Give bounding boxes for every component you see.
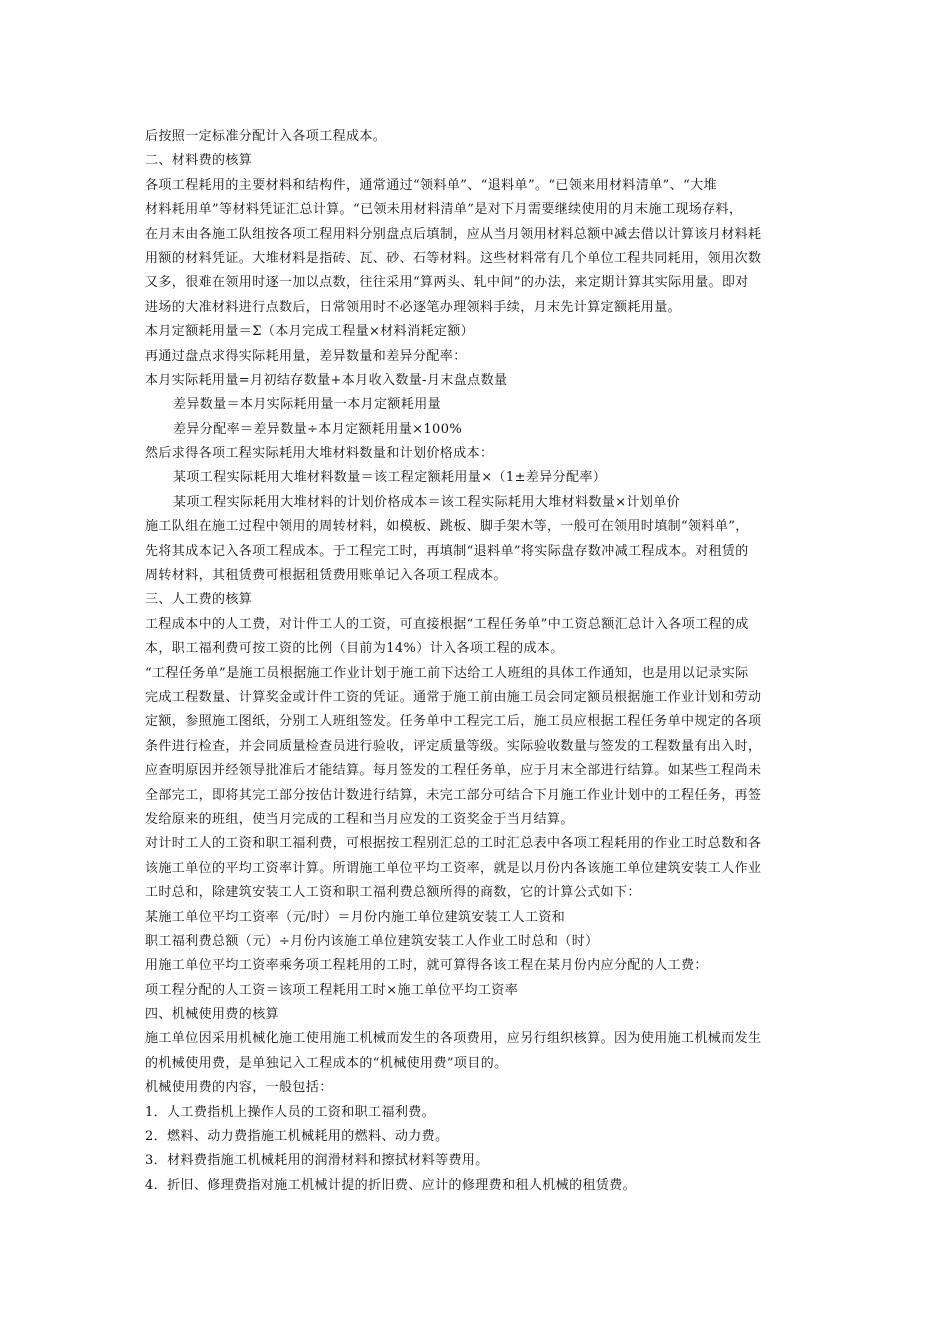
paragraph-line: 对计时工人的工资和职工福利费，可根据按工程别汇总的工时汇总表中各项工程耗用的作业工时总数和各 (145, 836, 762, 852)
formula-line: 差异数量＝本月实际耗用量一本月定额耗用量 (173, 397, 442, 413)
paragraph-line: 应查明原因并经领导批准后才能结算。每月签发的工程任务单，应于月末全部进行结算。如某些工程尚未 (145, 763, 762, 779)
section-heading-labor: 三、人工费的核算 (145, 592, 253, 608)
formula-line: 某施工单位平均工资率（元/时）＝月份内施工单位建筑安装工人工资和 (145, 909, 566, 925)
list-item: 3．材料费指施工机械耗用的润滑材料和擦拭材料等费用。 (145, 1153, 489, 1169)
formula-line: 职工福利费总额（元）÷月份内该施工单位建筑安装工人作业工时总和（时） (145, 933, 599, 949)
paragraph-line: 用施工单位平均工资率乘务项工程耗用的工时，就可算得各该工程在某月份内应分配的人工费： (145, 958, 708, 974)
paragraph-line: 然后求得各项工程实际耗用大堆材料数量和计划价格成本： (145, 446, 494, 462)
paragraph-line: 在月末由各施工队组按各项工程用料分别盘点后填制，应从当月领用材料总额中减去借以计算该月材料耗 (145, 226, 762, 242)
paragraph-line: 先将其成本记入各项工程成本。于工程完工时，再填制“退料单”将实际盘存数冲减工程成本。对租赁的 (145, 543, 749, 559)
document-body (145, 125, 810, 1198)
paragraph-line: 全部完工，即将其完工部分按估计数进行结算，未完工部分可结合下月施工作业计划中的工程任务，再签 (145, 787, 762, 803)
list-item: 4．折旧、修理费指对施工机械计提的折旧费、应计的修理费和租人机械的租赁费。 (145, 1177, 637, 1193)
paragraph-line: 的机械使用费，是单独记入工程成本的“机械使用费”项目的。 (145, 1055, 508, 1071)
paragraph-line: 工程成本中的人工费，对计件工人的工资，可直接根据“工程任务单”中工资总额汇总计入各项工程的成 (145, 616, 749, 632)
paragraph-line: 条件进行检查，并会同质量检查员进行验收，评定质量等级。实际验收数量与签发的工程数量有出入时， (145, 738, 762, 754)
formula-line: 项工程分配的人工资＝该项工程耗用工时×施工单位平均工资率 (145, 982, 519, 998)
paragraph-line: 工时总和，除建筑安装工人工资和职工福利费总额所得的商数，它的计算公式如下： (145, 885, 641, 901)
list-item: 1．人工费指机上操作人员的工资和职工福利费。 (145, 1104, 436, 1120)
paragraph-line: 用额的材料凭证。大堆材料是指砖、瓦、砂、石等材料。这些材料常有几个单位工程共同耗用，领用次数 (145, 250, 762, 266)
section-heading-machinery: 四、机械使用费的核算 (145, 1007, 280, 1023)
list-item: 2．燃料、动力费指施工机械耗用的燃料、动力费。 (145, 1129, 449, 1145)
paragraph-line: 该施工单位的平均工资率计算。所谓施工单位平均工资率，就是以月份内各该施工单位建筑安装工人作业 (145, 860, 762, 876)
paragraph-line: 机械使用费的内容，一般包括： (145, 1080, 333, 1096)
paragraph-line: 进场的大准材料进行点数后，日常领用时不必逐笔办理领料手续，月末先计算定额耗用量。 (145, 299, 682, 315)
formula-line: 某项工程实际耗用大堆材料数量＝该工程定额耗用量×（1±差异分配率） (173, 470, 607, 486)
formula-line: 差异分配率＝差异数量÷本月定额耗用量×100% (173, 421, 463, 437)
paragraph-line: 施工队组在施工过程中领用的周转材料，如模板、跳板、脚手架木等，一般可在领用时填制“领料单”， (145, 519, 749, 535)
paragraph-line: 周转材料，其租赁费可根据租赁费用账单记入各项工程成本。 (145, 568, 507, 584)
paragraph-line: 定额，参照施工图纸，分别工人班组签发。任务单中工程完工后，施工员应根据工程任务单中规定的各项 (145, 714, 762, 730)
paragraph-line: “工程任务单”是施工员根据施工作业计划于施工前下达给工人班组的具体工作通知，也是用以记录实际 (145, 665, 749, 681)
paragraph-line: 施工单位因采用机械化施工使用施工机械而发生的各项费用，应另行组织核算。因为使用施工机械而发生 (145, 1031, 762, 1047)
formula-line: 某项工程实际耗用大堆材料的计划价格成本＝该工程实际耗用大堆材料数量×计划单价 (173, 494, 681, 510)
paragraph-line: 完成工程数量、计算奖金或计件工资的凭证。通常于施工前由施工员会同定额员根据施工作业计划和劳动 (145, 689, 762, 705)
paragraph-line: 又多，很难在领用时逐一加以点数，往往采用“算两头、轧中间”的办法，来定期计算其实际用量。即对 (145, 275, 749, 291)
paragraph-line: 材料耗用单”等材料凭证汇总计算。“已领未用材料清单”是对下月需要继续使用的月末施工现场存料， (145, 202, 743, 218)
paragraph-line: 再通过盘点求得实际耗用量，差异数量和差异分配率： (145, 348, 467, 364)
paragraph-line: 本，职工福利费可按工资的比例（目前为14%）计入各项工程的成本。 (145, 641, 564, 657)
formula-line: 本月实际耗用量=月初结存数量+本月收入数量-月末盘点数量 (145, 372, 508, 388)
paragraph-line: 各项工程耗用的主要材料和结构件，通常通过“领料单”、“退料单”。“已领来用材料清单”、“大堆 (145, 177, 717, 193)
section-heading-materials: 二、材料费的核算 (145, 153, 253, 169)
paragraph-line: 发给原来的班组，使当月完成的工程和当月应发的工资奖金于当月结算。 (145, 811, 574, 827)
formula-line: 本月定额耗用量＝Σ（本月完成工程量×材料消耗定额） (145, 324, 475, 340)
paragraph-line: 后按照一定标准分配计入各项工程成本。 (145, 129, 387, 144)
